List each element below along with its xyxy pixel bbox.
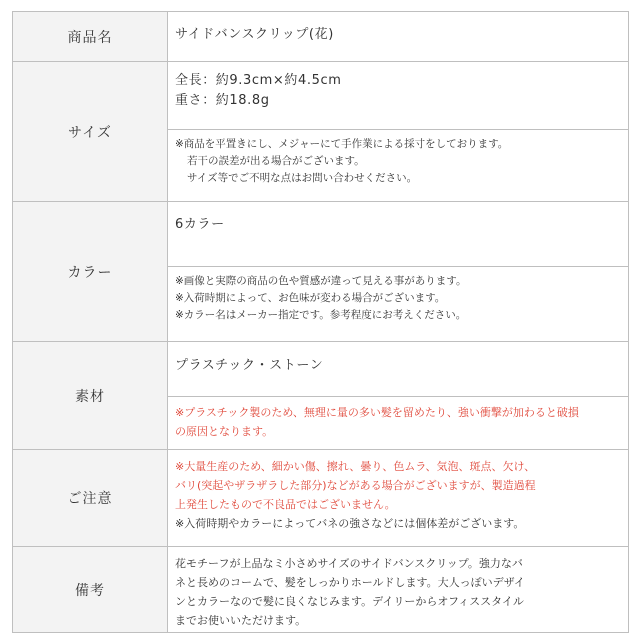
size-note-line: ※商品を平置きにし、メジャーにて手作業による採寸をしております。	[175, 138, 509, 150]
color-note-line: ※カラー名はメーカー指定です。参考程度にお考えください。	[175, 309, 467, 321]
product-name-label: 商品名	[13, 12, 168, 61]
material-value-cell	[168, 342, 628, 449]
row-remarks	[13, 546, 628, 632]
size-notes	[175, 136, 622, 187]
product-name-value-cell	[168, 12, 628, 61]
row-material	[13, 341, 628, 449]
color-value: 6カラー	[175, 217, 225, 232]
material-warnings	[175, 403, 622, 441]
row-size	[13, 61, 628, 201]
caution-warnings	[175, 457, 622, 533]
remarks-value-cell	[168, 547, 628, 632]
material-warning-line: ※プラスチック製のため、無理に量の多い髪を留めたり、強い衝撃が加わると破損	[175, 406, 579, 419]
caution-label: ご注意	[13, 450, 168, 546]
color-note-line: ※画像と実際の商品の色や質感が違って見える事があります。	[175, 275, 467, 287]
caution-warning-line: バリ(突起やザラザラした部分)などがある場合がございますが、製造過程	[175, 479, 536, 492]
size-length: 全長：約9.3cm×約4.5cm	[175, 73, 342, 88]
remarks-line: までお使いいただけます。	[175, 614, 307, 627]
material-value: プラスチック・ストーン	[175, 358, 324, 373]
caution-value-cell	[168, 450, 628, 546]
color-note-line: ※入荷時期によって、お色味が変わる場合がございます。	[175, 292, 446, 304]
size-value-cell	[168, 62, 628, 201]
color-notes	[175, 273, 622, 324]
row-product-name	[13, 12, 628, 61]
size-note-line: サイズ等でご不明な点はお問い合わせください。	[187, 172, 418, 184]
remarks-text	[175, 554, 622, 630]
caution-warning-line: 上発生したもので不良品ではございません。	[175, 498, 396, 511]
caution-warning-line: ※大量生産のため、細かい傷、擦れ、曇り、色ムラ、気泡、斑点、欠け、	[175, 460, 536, 473]
color-label: カラー	[13, 202, 168, 341]
color-value-cell	[168, 202, 628, 341]
remarks-line: 花モチーフが上品なミ小さめサイズのサイドバンスクリップ。強力なバ	[175, 557, 523, 570]
product-spec-table	[12, 11, 629, 633]
row-caution	[13, 449, 628, 546]
size-note-line: 若干の誤差が出る場合がございます。	[187, 155, 365, 167]
caution-note: ※入荷時期やカラーによってバネの強さなどには個体差がございます。	[175, 517, 525, 530]
product-name-value: サイドバンスクリップ(花)	[175, 27, 334, 42]
material-label: 素材	[13, 342, 168, 449]
size-label: サイズ	[13, 62, 168, 201]
row-color	[13, 201, 628, 341]
size-weight: 重さ：約18.8g	[175, 93, 270, 108]
remarks-line: ネと長めのコームで、髪をしっかりホールドします。大人っぽいデザイ	[175, 576, 525, 589]
material-warning-line: の原因となります。	[175, 425, 274, 438]
remarks-label: 備考	[13, 547, 168, 632]
remarks-line: ンとカラーなので髪に良くなじみます。デイリーからオフィススタイル	[175, 595, 524, 608]
